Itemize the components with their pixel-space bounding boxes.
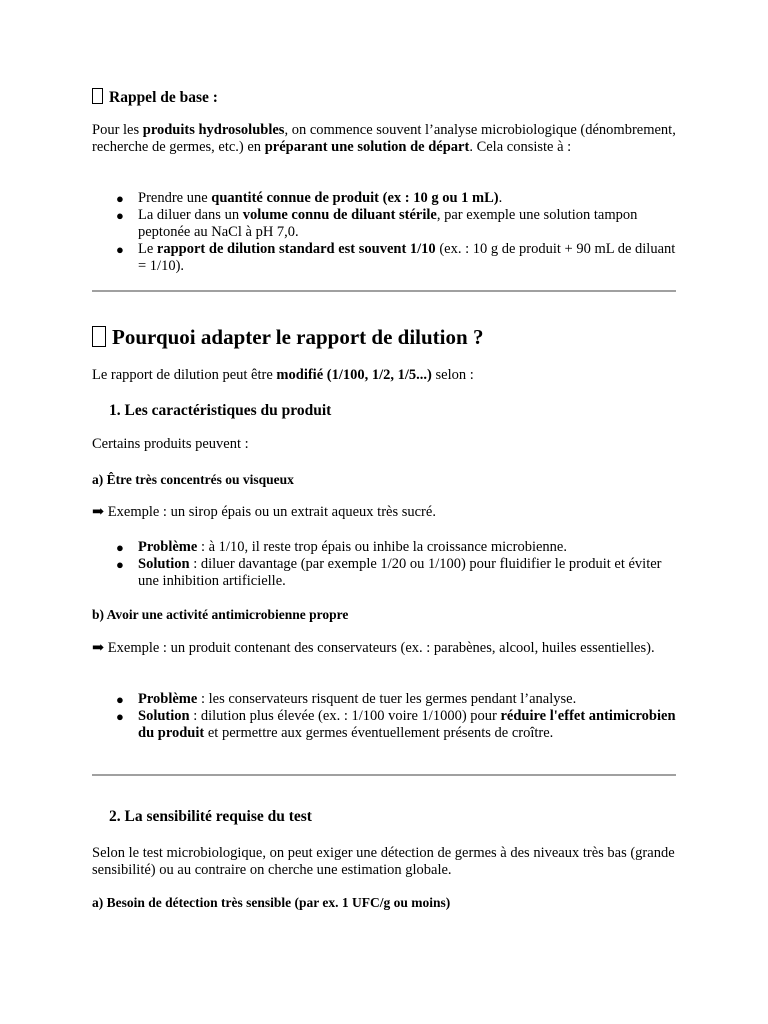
pourquoi-heading: Pourquoi adapter le rapport de dilution ? (92, 324, 676, 350)
section1a-list (92, 539, 676, 590)
rappel-intro: Pour les produits hydrosolubles, on commence souvent l’analyse microbiologique (dénombrement, recherche de germes, etc.) en préparant une solution de départ. Cela consiste à : (92, 122, 676, 155)
list-item: ● La diluer dans un volume connu de diluant stérile, par exemple une solution tampon peptonée au NaCl à pH 7,0. (116, 207, 638, 240)
list-item: ● Le rapport de dilution standard est souvent 1/10 (ex. : 10 g de produit + 90 mL de diluant = 1/10). (116, 241, 676, 274)
section1-heading: 1. Les caractéristiques du produit (109, 402, 332, 419)
list-item: ● Problème : les conservateurs risquent de tuer les germes pendant l’analyse. (116, 691, 577, 707)
bullet-icon: ● (116, 557, 124, 572)
section-divider (92, 290, 676, 292)
section2a-heading: a) Besoin de détection très sensible (par ex. 1 UFC/g ou moins) (92, 895, 451, 910)
section1a-example: ➡ Exemple : un sirop épais ou un extrait aqueux très sucré. (92, 504, 436, 520)
bullet-icon: ● (116, 692, 124, 707)
section1b-list (92, 691, 676, 742)
pourquoi-intro: Le rapport de dilution peut être modifié (1/100, 1/2, 1/5...) selon : (92, 367, 474, 383)
bullet-icon: ● (116, 208, 124, 223)
section2-intro: Selon le test microbiologique, on peut exiger une détection de germes à des niveaux très bas (grande sensibilité) ou au contraire on cherche une estimation globale. (92, 845, 675, 878)
section1b-heading: b) Avoir une activité antimicrobienne propre (92, 607, 349, 622)
missing-glyph-icon (92, 326, 106, 347)
missing-glyph-icon (92, 88, 103, 104)
section1b-example: ➡ Exemple : un produit contenant des conservateurs (ex. : parabènes, alcool, huiles essentielles). (92, 640, 655, 656)
bullet-icon: ● (116, 242, 124, 257)
list-item: ● Problème : à 1/10, il reste trop épais ou inhibe la croissance microbienne. (116, 539, 567, 555)
section-divider (92, 774, 676, 776)
list-item: ● Solution : dilution plus élevée (ex. : 1/100 voire 1/1000) pour réduire l'effet antimicrobien du produit et permettre aux germes éventuellement présents de croître. (116, 708, 676, 741)
section1a-heading: a) Être très concentrés ou visqueux (92, 472, 294, 487)
rappel-list (92, 190, 676, 275)
bullet-icon: ● (116, 191, 124, 206)
rappel-heading: Rappel de base : (92, 88, 676, 106)
section1-intro: Certains produits peuvent : (92, 436, 249, 452)
bullet-icon: ● (116, 540, 124, 555)
section2-heading: 2. La sensibilité requise du test (109, 808, 312, 825)
bullet-icon: ● (116, 709, 124, 724)
list-item: ● Prendre une quantité connue de produit (ex : 10 g ou 1 mL). (116, 190, 503, 206)
list-item: ● Solution : diluer davantage (par exemple 1/20 ou 1/100) pour fluidifier le produit et éviter une inhibition artificielle. (116, 556, 662, 589)
